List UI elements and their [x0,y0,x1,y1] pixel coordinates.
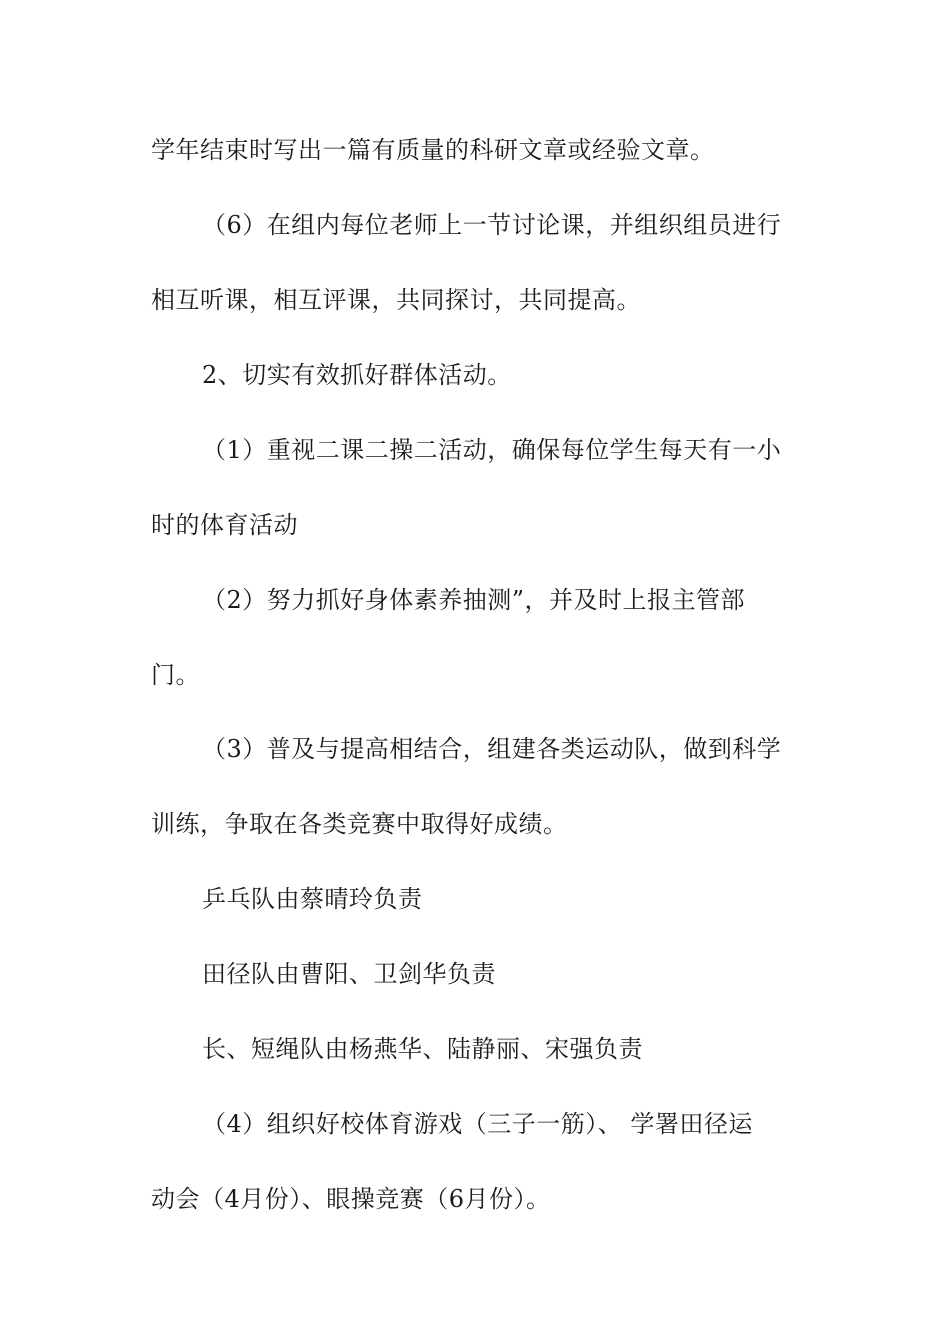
text-line: 时的体育活动 [151,511,298,539]
text-line: 长、短绳队由杨燕华、陆静丽、宋强负责 [202,1035,643,1063]
text-line: 乒乓队由蔡晴玲负责 [202,885,423,913]
text-line: （6）在组内每位老师上一节讨论课，并组织组员进行 [202,211,782,239]
text-line: 门。 [151,661,200,689]
text-line: 田径队由曹阳、卫剑华负责 [202,960,496,988]
text-line: 训练，争取在各类竞赛中取得好成绩。 [151,810,568,838]
text-line: （4）组织好校体育游戏（三子一筋）、 学署田径运 [202,1110,753,1138]
text-line: （3）普及与提高相结合，组建各类运动队，做到科学 [202,735,782,763]
text-line: （1）重视二课二操二活动，确保每位学生每天有一小 [202,436,782,464]
text-line: 动会（4月份）、眼操竞赛（6月份）。 [151,1185,551,1213]
text-line: （2）努力抓好身体素养抽测”，并及时上报主管部 [202,586,746,614]
text-line: 相互听课，相互评课，共同探讨，共同提高。 [151,286,641,314]
section-heading: 2、切实有效抓好群体活动。 [202,361,512,389]
text-line: 学年结束时写出一篇有质量的科研文章或经验文章。 [151,136,715,164]
